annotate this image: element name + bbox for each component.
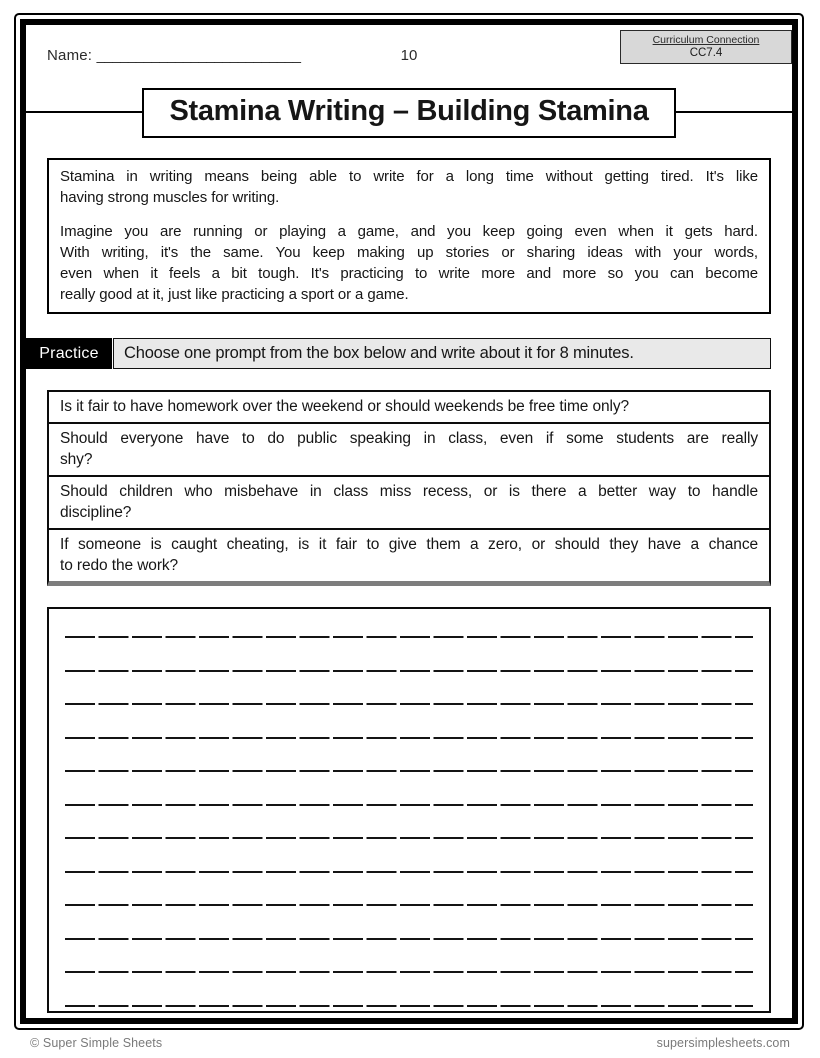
writing-line: [49, 873, 769, 907]
prompts-table: [47, 390, 771, 586]
prompt-row: [49, 475, 769, 528]
title-band: [26, 88, 792, 136]
prompt-text-line: Should everyone have to do public speaking in class, even if some students are really: [60, 430, 758, 447]
prompt-text-line: discipline?: [60, 504, 132, 521]
intro-box: [47, 158, 771, 314]
text-line: Imagine you are running or playing a game, and you keep going even when it gets hard.: [60, 223, 758, 240]
text-line: even when it feels a bit tough. It's practicing to write more and more so you can become: [60, 265, 758, 282]
page-content: [26, 25, 792, 1018]
prompt-text-line: Should children who misbehave in class miss recess, or is there a better way to handle: [60, 483, 758, 500]
intro-paragraph: [60, 166, 758, 208]
copyright-text: © Super Simple Sheets: [30, 1036, 163, 1050]
header-row: [26, 25, 792, 88]
text-line: really good at it, just like practicing a sport or a game.: [60, 286, 409, 303]
prompt-row: [49, 392, 769, 422]
curriculum-connection-code: CC7.4: [689, 47, 723, 59]
name-blank-line: __________________________: [96, 47, 301, 64]
page-number: 10: [400, 47, 418, 64]
website-link: supersimplesheets.com: [656, 1036, 790, 1050]
writing-line: [49, 839, 769, 873]
curriculum-connection-title: Curriculum Connection: [652, 34, 760, 46]
prompt-text-line: to redo the work?: [60, 557, 179, 574]
writing-lines: [49, 611, 769, 1007]
prompt-text-line: If someone is caught cheating, is it fair to give them a zero, or should they have a chance: [60, 536, 758, 553]
practice-label: Practice: [26, 338, 112, 369]
footer: [30, 1036, 790, 1050]
writing-line: [49, 772, 769, 806]
prompt-row: [49, 528, 769, 581]
name-label: Name:: [47, 47, 93, 64]
writing-line: [49, 705, 769, 739]
text-line: Stamina in writing means being able to write for a long time without getting tired. It's like: [60, 168, 758, 185]
curriculum-connection-badge: [620, 30, 792, 64]
writing-line: [49, 739, 769, 773]
writing-area: [47, 607, 771, 1013]
intro-paragraph: [60, 221, 758, 305]
writing-line: [49, 806, 769, 840]
practice-instruction: Choose one prompt from the box below and write about it for 8 minutes.: [113, 338, 771, 369]
writing-line: [49, 906, 769, 940]
writing-line: [49, 672, 769, 706]
writing-line: [49, 638, 769, 672]
practice-section-header: [26, 338, 792, 369]
prompt-row: [49, 422, 769, 475]
page-title: Stamina Writing – Building Stamina: [142, 88, 675, 138]
prompt-text-line: shy?: [60, 451, 93, 468]
text-line: having strong muscles for writing.: [60, 189, 280, 206]
writing-line: [49, 973, 769, 1007]
text-line: With writing, it's the same. You keep making up stories or sharing ideas with your words,: [60, 244, 758, 261]
prompt-text-line: Is it fair to have homework over the weekend or should weekends be free time only?: [60, 398, 630, 415]
writing-line: [49, 611, 769, 638]
writing-line: [49, 940, 769, 974]
